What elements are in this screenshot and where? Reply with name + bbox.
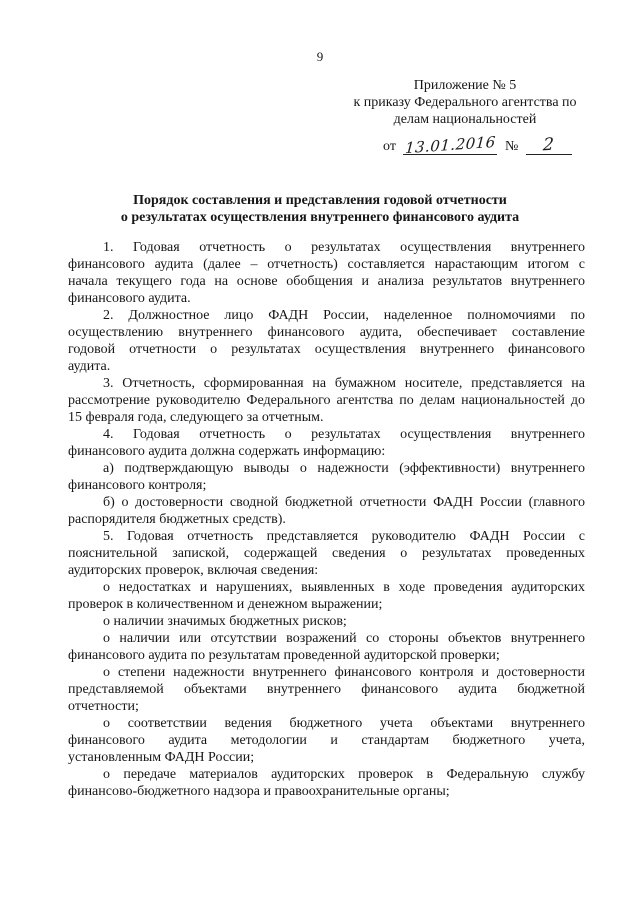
handwritten-number-field: [526, 136, 572, 155]
paragraph: [68, 375, 585, 426]
paragraph: [68, 460, 585, 494]
document-title: [0, 192, 640, 226]
paragraph: [68, 494, 585, 528]
order-reference-line-1: к приказу Федерального агентства по: [353, 95, 577, 110]
body-line: о недостатках и нарушениях, выявленных в ходе проведения аудиторских: [103, 580, 585, 595]
paragraph: [68, 426, 585, 460]
paragraph: [68, 766, 585, 800]
paragraph: [68, 579, 585, 613]
body-line: финансового аудита по результатам проведенной аудиторской проверки;: [68, 648, 500, 663]
body-line: о передаче материалов аудиторских проверок в Федеральную службу: [103, 767, 585, 782]
body-line: о наличии значимых бюджетных рисков;: [103, 614, 347, 629]
body-line: 4. Годовая отчетность о результатах осуществления внутреннего: [103, 427, 585, 442]
body-line: аудиторских проверок, включая сведения:: [68, 563, 319, 578]
body-line: финансового аудита (далее – отчетность) составляется нарастающим итогом с: [68, 257, 585, 272]
appendix-header: [345, 77, 585, 128]
paragraph: [68, 630, 585, 664]
handwritten-date-field: [403, 132, 497, 158]
paragraph: [68, 239, 585, 307]
paragraph: [68, 715, 585, 766]
body-line: пояснительной запиской, содержащей сведения о результатах проведенных: [68, 546, 585, 561]
body-line: установленным ФАДН России;: [68, 750, 255, 765]
body-line: распорядителя бюджетных средств).: [68, 512, 286, 527]
handwritten-date: 13.01.2016: [404, 132, 497, 158]
body-line: 1. Годовая отчетность о результатах осуществления внутреннего: [103, 240, 585, 255]
handwritten-number: 2: [542, 134, 556, 156]
body-line: финансового аудита методологии и стандартам бюджетного учета,: [68, 733, 585, 748]
document-body: [68, 239, 585, 800]
body-line: о соответствии ведения бюджетного учета объектами внутреннего: [103, 716, 585, 731]
body-line: финансового аудита.: [68, 291, 191, 306]
paragraph: [68, 613, 585, 630]
paragraph: [68, 664, 585, 715]
document-title-line-1: Порядок составления и представления годовой отчетности: [133, 193, 507, 208]
paragraph: [68, 528, 585, 579]
body-line: 5. Годовая отчетность представляется руководителю ФАДН России с: [103, 529, 585, 544]
body-line: рассмотрение руководителю Федерального агентства по делам национальностей до: [68, 393, 585, 408]
body-line: начала текущего года на основе обобщения и анализа результатов внутреннего: [68, 274, 585, 289]
order-reference-line-2: делам национальностей: [393, 112, 537, 127]
paragraph: [68, 307, 585, 375]
from-label: от: [383, 139, 396, 154]
body-line: 2. Должностное лицо ФАДН России, наделенное полномочиями по: [103, 308, 585, 323]
body-line: б) о достоверности сводной бюджетной отчетности ФАДН России (главного: [103, 495, 585, 510]
body-line: проверок в количественном и денежном выражении;: [68, 597, 383, 612]
body-line: финансово-бюджетного надзора и правоохранительные органы;: [68, 784, 450, 799]
body-line: о наличии или отсутствии возражений со стороны объектов внутреннего: [103, 631, 585, 646]
body-line: о степени надежности внутреннего финансового контроля и достоверности: [103, 665, 585, 680]
body-line: 3. Отчетность, сформированная на бумажном носителе, представляется на: [103, 376, 585, 391]
page-number: 9: [316, 49, 324, 64]
body-line: 15 февраля года, следующего за отчетным.: [68, 410, 324, 425]
body-line: представляемой объектами внутреннего финансового аудита бюджетной: [68, 682, 585, 697]
body-line: отчетности;: [68, 699, 139, 714]
body-line: финансового контроля;: [68, 478, 207, 493]
body-line: осуществлению внутреннего финансового аудита, обеспечивает составление: [68, 325, 585, 340]
appendix-title: Приложение № 5: [413, 78, 517, 93]
number-label: №: [504, 139, 519, 154]
body-line: финансового аудита должна содержать информацию:: [68, 444, 386, 459]
document-title-line-2: о результатах осуществления внутреннего финансового аудита: [120, 210, 520, 225]
body-line: а) подтверждающую выводы о надежности (эффективности) внутреннего: [103, 461, 585, 476]
body-line: годовой отчетности о результатах осуществления внутреннего финансового: [68, 342, 585, 357]
body-line: аудита.: [68, 359, 111, 374]
order-date-number: [383, 132, 572, 158]
